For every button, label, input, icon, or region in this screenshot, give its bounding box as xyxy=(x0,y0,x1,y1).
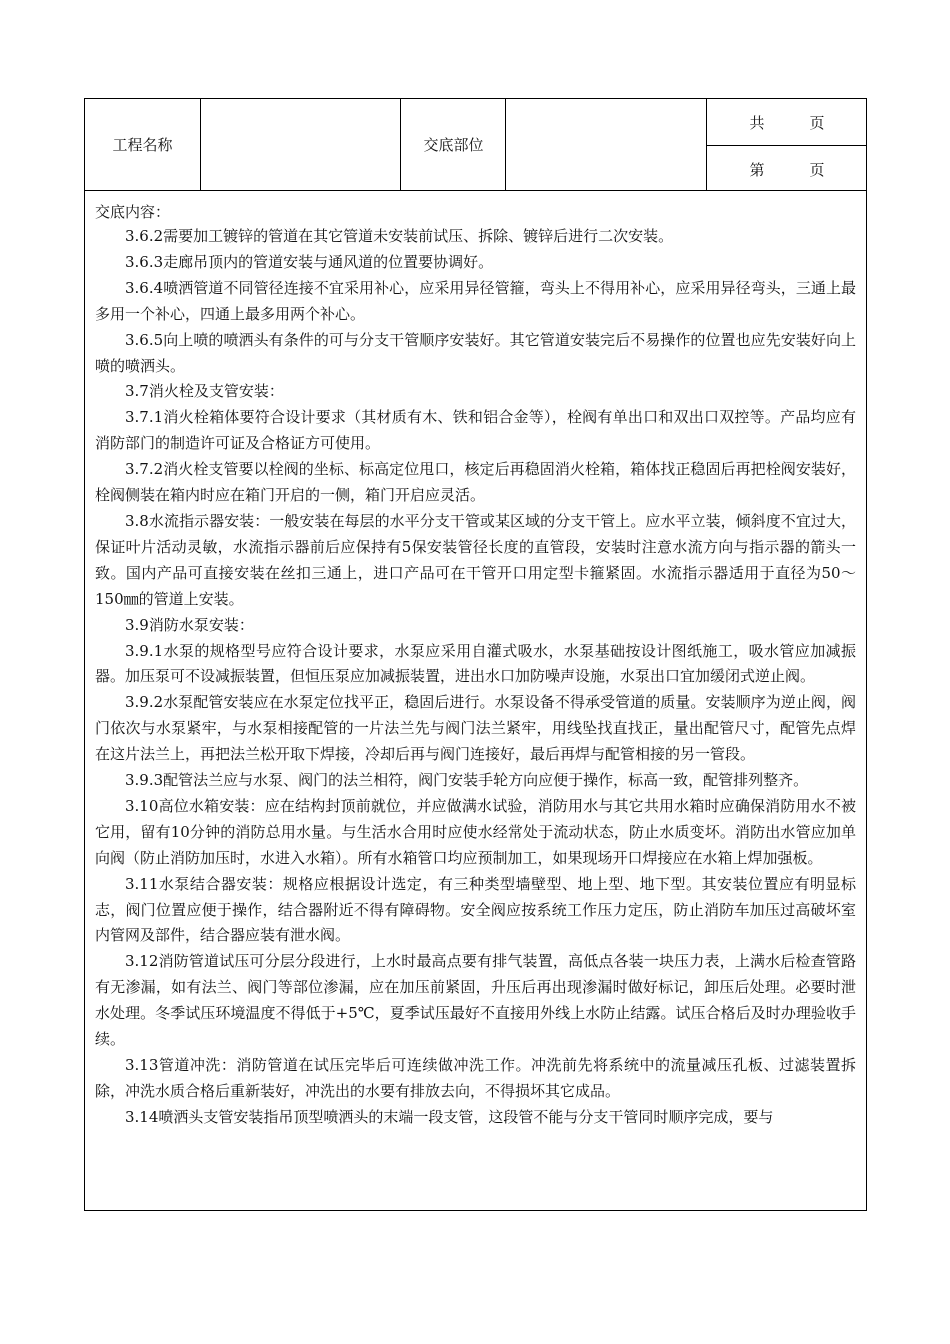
divider xyxy=(505,99,506,191)
content-body xyxy=(85,191,866,1210)
content-label: 交底内容： xyxy=(95,203,171,221)
project-name-label: 工程名称 xyxy=(112,136,173,154)
paragraph: 3.9.1水泵的规格型号应符合设计要求，水泵应采用自灌式吸水，水泵基础按设计图纸施工，吸水管应加减振器。加压泵可不设减振装置，但恒压泵应加减振装置，进出水口加防噪声设施，水泵出口宜加缓闭式逆止阀。 xyxy=(95,641,856,686)
paragraph: 3.11水泵结合器安装：规格应根据设计选定，有三种类型墙壁型、地上型、地下型。其安装位置应有明显标志，阀门位置应便于操作，结合器附近不得有障碍物。安全阀应按系统工作压力定压，防止消防车加压过高破坏室内管网及部件，结合器应装有泄水阀。 xyxy=(95,874,856,945)
paragraph: 3.12消防管道试压可分层分段进行，上水时最高点要有排气装置，高低点各装一块压力表，上满水后检查管路有无渗漏，如有法兰、阀门等部位渗漏，应在加压前紧固，升压后再出现渗漏时做好标记，卸压后处理。必要时泄水处理。冬季试压环境温度不得低于+5℃，夏季试压最好不直接用外线上水防止结露。试压合格后及时办理验收手续。 xyxy=(95,952,856,1049)
section-heading: 3.9消防水泵安装： xyxy=(125,615,254,634)
paragraph: 3.9.2水泵配管安装应在水泵定位找平正，稳固后进行。水泵设备不得承受管道的质量。安装顺序为逆止阀，阀门依次与水泵紧牢，与水泵相接配管的一片法兰先与阀门法兰紧牢，用线坠找直找正，量出配管尺寸，配管先点焊在这片法兰上，再把法兰松开取下焊接，冷却后再与阀门连接好，最后再焊与配管相接的另一管段。 xyxy=(95,693,856,764)
paragraph: 3.6.3走廊吊顶内的管道安装与通风道的位置要协调好。 xyxy=(125,252,494,271)
paragraph: 3.10高位水箱安装：应在结构封顶前就位，并应做满水试验，消防用水与其它共用水箱时应确保消防用水不被它用，留有10分钟的消防总用水量。与生活水合用时应使水经常处于流动状态，防止水质变坏。消防出水管应加单向阀（防止消防加压时，水进入水箱）。所有水箱管口均应预制加工，如果现场开口焊接应在水箱上焊加强板。 xyxy=(95,796,856,867)
paragraph: 3.7.2消火栓支管要以栓阀的坐标、标高定位甩口，核定后再稳固消火栓箱，箱体找正稳固后再把栓阀安装好，栓阀侧装在箱内时应在箱门开启的一侧，箱门开启应灵活。 xyxy=(95,460,856,505)
paragraph: 3.13管道冲洗：消防管道在试压完毕后可连续做冲洗工作。冲洗前先将系统中的流量减压孔板、过滤装置拆除，冲洗水质合格后重新装好，冲洗出的水要有排放去向，不得损坏其它成品。 xyxy=(95,1056,856,1100)
page-number: 第 页 xyxy=(749,160,825,179)
paragraph: 3.9.3配管法兰应与水泵、阀门的法兰相符，阀门安装手轮方向应便于操作，标高一致，配管排列整齐。 xyxy=(125,771,809,790)
divider xyxy=(400,99,401,191)
paragraph: 3.7.1消火栓箱体要符合设计要求（其材质有木、铁和铝合金等），栓阀有单出口和双出口双控等。产品均应有消防部门的制造许可证及合格证方可使用。 xyxy=(95,408,856,453)
disclosure-form xyxy=(84,98,867,1211)
paragraph: 3.14喷洒头支管安装指吊顶型喷洒头的末端一段支管，这段管不能与分支干管同时顺序完成，要与 xyxy=(125,1107,774,1126)
form-header xyxy=(85,99,866,191)
section-heading: 3.7消火栓及支管安装： xyxy=(125,382,284,401)
total-pages: 共 页 xyxy=(749,113,825,132)
divider xyxy=(200,99,201,191)
paragraph: 3.6.4喷洒管道不同管径连接不宜采用补心，应采用异径管箍，弯头上不得用补心，应采用异径弯头，三通上最多用一个补心，四通上最多用两个补心。 xyxy=(95,278,856,323)
paragraph: 3.6.2需要加工镀锌的管道在其它管道未安装前试压、拆除、镀锌后进行二次安装。 xyxy=(125,227,674,245)
paragraph: 3.8水流指示器安装：一般安装在每层的水平分支干管或某区域的分支干管上。应水平立装，倾斜度不宜过大，保证叶片活动灵敏，水流指示器前后应保持有5保安装管径长度的直管段，安装时注意水流方向与指示器的箭头一致。国内产品可直接安装在丝扣三通上，进口产品可在干管开口用定型卡箍紧固。水流指示器适用于直径为50～150㎜的管道上安装。 xyxy=(95,511,856,608)
paragraph: 3.6.5向上喷的喷洒头有条件的可与分支干管顺序安装好。其它管道安装完后不易操作的位置也应先安装好向上喷的喷洒头。 xyxy=(95,330,856,375)
location-label: 交底部位 xyxy=(423,136,484,154)
